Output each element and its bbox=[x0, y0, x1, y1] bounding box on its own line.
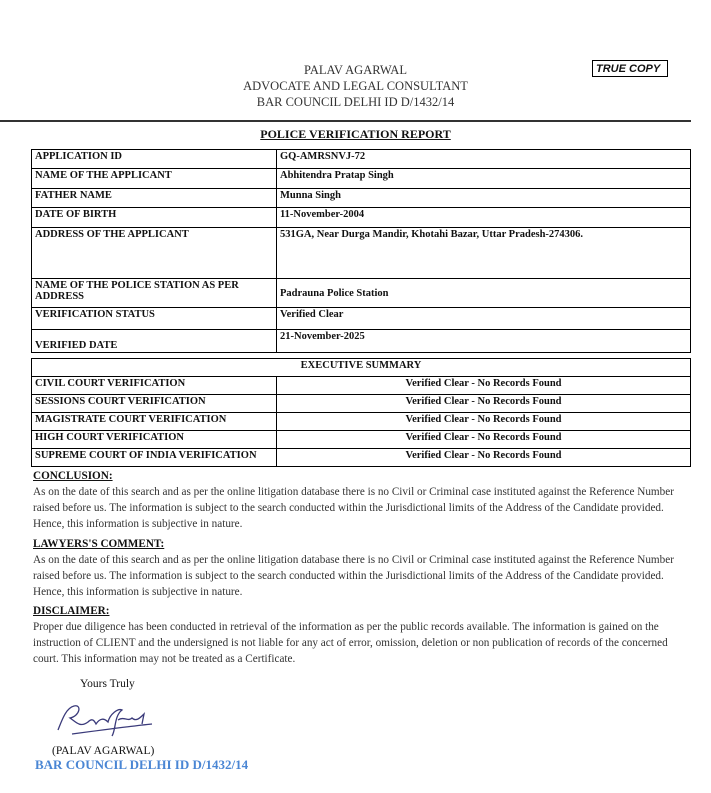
value: Verified Clear - No Records Found bbox=[277, 431, 691, 449]
details-table bbox=[31, 149, 691, 353]
label: ADDRESS OF THE APPLICANT bbox=[32, 228, 277, 279]
comment-section bbox=[33, 536, 693, 600]
label: NAME OF THE APPLICANT bbox=[32, 169, 277, 189]
label: NAME OF THE POLICE STATION AS PER ADDRESS bbox=[32, 279, 277, 308]
true-copy-stamp: TRUE COPY bbox=[592, 60, 668, 77]
value: 531GA, Near Durga Mandir, Khotahi Bazar, Uttar Pradesh-274306. bbox=[277, 228, 691, 279]
designation: ADVOCATE AND LEGAL CONSULTANT bbox=[243, 79, 468, 93]
label: SUPREME COURT OF INDIA VERIFICATION bbox=[32, 449, 277, 467]
value: 21-November-2025 bbox=[277, 330, 691, 353]
comment-heading: LAWYERS'S COMMENT: bbox=[33, 538, 165, 550]
signatory-bar-id: BAR COUNCIL DELHI ID D/1432/14 bbox=[35, 757, 249, 772]
value: Abhitendra Pratap Singh bbox=[277, 169, 691, 189]
value: Padrauna Police Station bbox=[277, 279, 691, 308]
label: CIVIL COURT VERIFICATION bbox=[32, 377, 277, 395]
label: SESSIONS COURT VERIFICATION bbox=[32, 395, 277, 413]
yours-truly: Yours Truly bbox=[80, 678, 135, 690]
value: Munna Singh bbox=[277, 189, 691, 208]
value: GQ-AMRSNVJ-72 bbox=[277, 150, 691, 169]
signatory-name: (PALAV AGARWAL) bbox=[52, 745, 155, 757]
signature bbox=[52, 700, 162, 740]
disclaimer-section bbox=[33, 603, 693, 667]
conclusion-heading: CONCLUSION: bbox=[33, 470, 113, 482]
comment-text: As on the date of this search and as per the online litigation database there is no Civil or Criminal case instituted against the Reference Number raised before us. The information is subject to the search conducted within the Jurisdictional limits of the Address of the Candidate provided. Hence, this information is subjective in nature. bbox=[33, 554, 674, 598]
summary-title: EXECUTIVE SUMMARY bbox=[32, 359, 691, 377]
value: Verified Clear - No Records Found bbox=[277, 377, 691, 395]
disclaimer-text: Proper due diligence has been conducted in retrieval of the information as per the public records available. The information is gained on the instruction of CLIENT and the undersigned is not liable for any act of error, omission, deletion or non publication of records of the concerned court. This information may not be treated as a Certificate. bbox=[33, 621, 668, 665]
value: Verified Clear bbox=[277, 308, 691, 330]
label: VERIFIED DATE bbox=[32, 330, 277, 353]
value: Verified Clear - No Records Found bbox=[277, 395, 691, 413]
conclusion-text: As on the date of this search and as per the online litigation database there is no Civil or Criminal case instituted against the Reference Number raised before us. The information is subject to the search conducted within the Jurisdictional limits of the Address of the Candidate provided. Hence, this information is subjective in nature. bbox=[33, 486, 674, 530]
label: FATHER NAME bbox=[32, 189, 277, 208]
executive-summary-table bbox=[31, 358, 691, 467]
conclusion-section bbox=[33, 468, 693, 532]
value: Verified Clear - No Records Found bbox=[277, 413, 691, 431]
label: DATE OF BIRTH bbox=[32, 208, 277, 228]
divider bbox=[0, 120, 691, 122]
advocate-name: PALAV AGARWAL bbox=[304, 63, 407, 77]
label: VERIFICATION STATUS bbox=[32, 308, 277, 330]
value: Verified Clear - No Records Found bbox=[277, 449, 691, 467]
bar-id: BAR COUNCIL DELHI ID D/1432/14 bbox=[256, 95, 455, 109]
label: APPLICATION ID bbox=[32, 150, 277, 169]
label: MAGISTRATE COURT VERIFICATION bbox=[32, 413, 277, 431]
value: 11-November-2004 bbox=[277, 208, 691, 228]
disclaimer-heading: DISCLAIMER: bbox=[33, 605, 110, 617]
label: HIGH COURT VERIFICATION bbox=[32, 431, 277, 449]
page-title: POLICE VERIFICATION REPORT bbox=[260, 127, 451, 141]
